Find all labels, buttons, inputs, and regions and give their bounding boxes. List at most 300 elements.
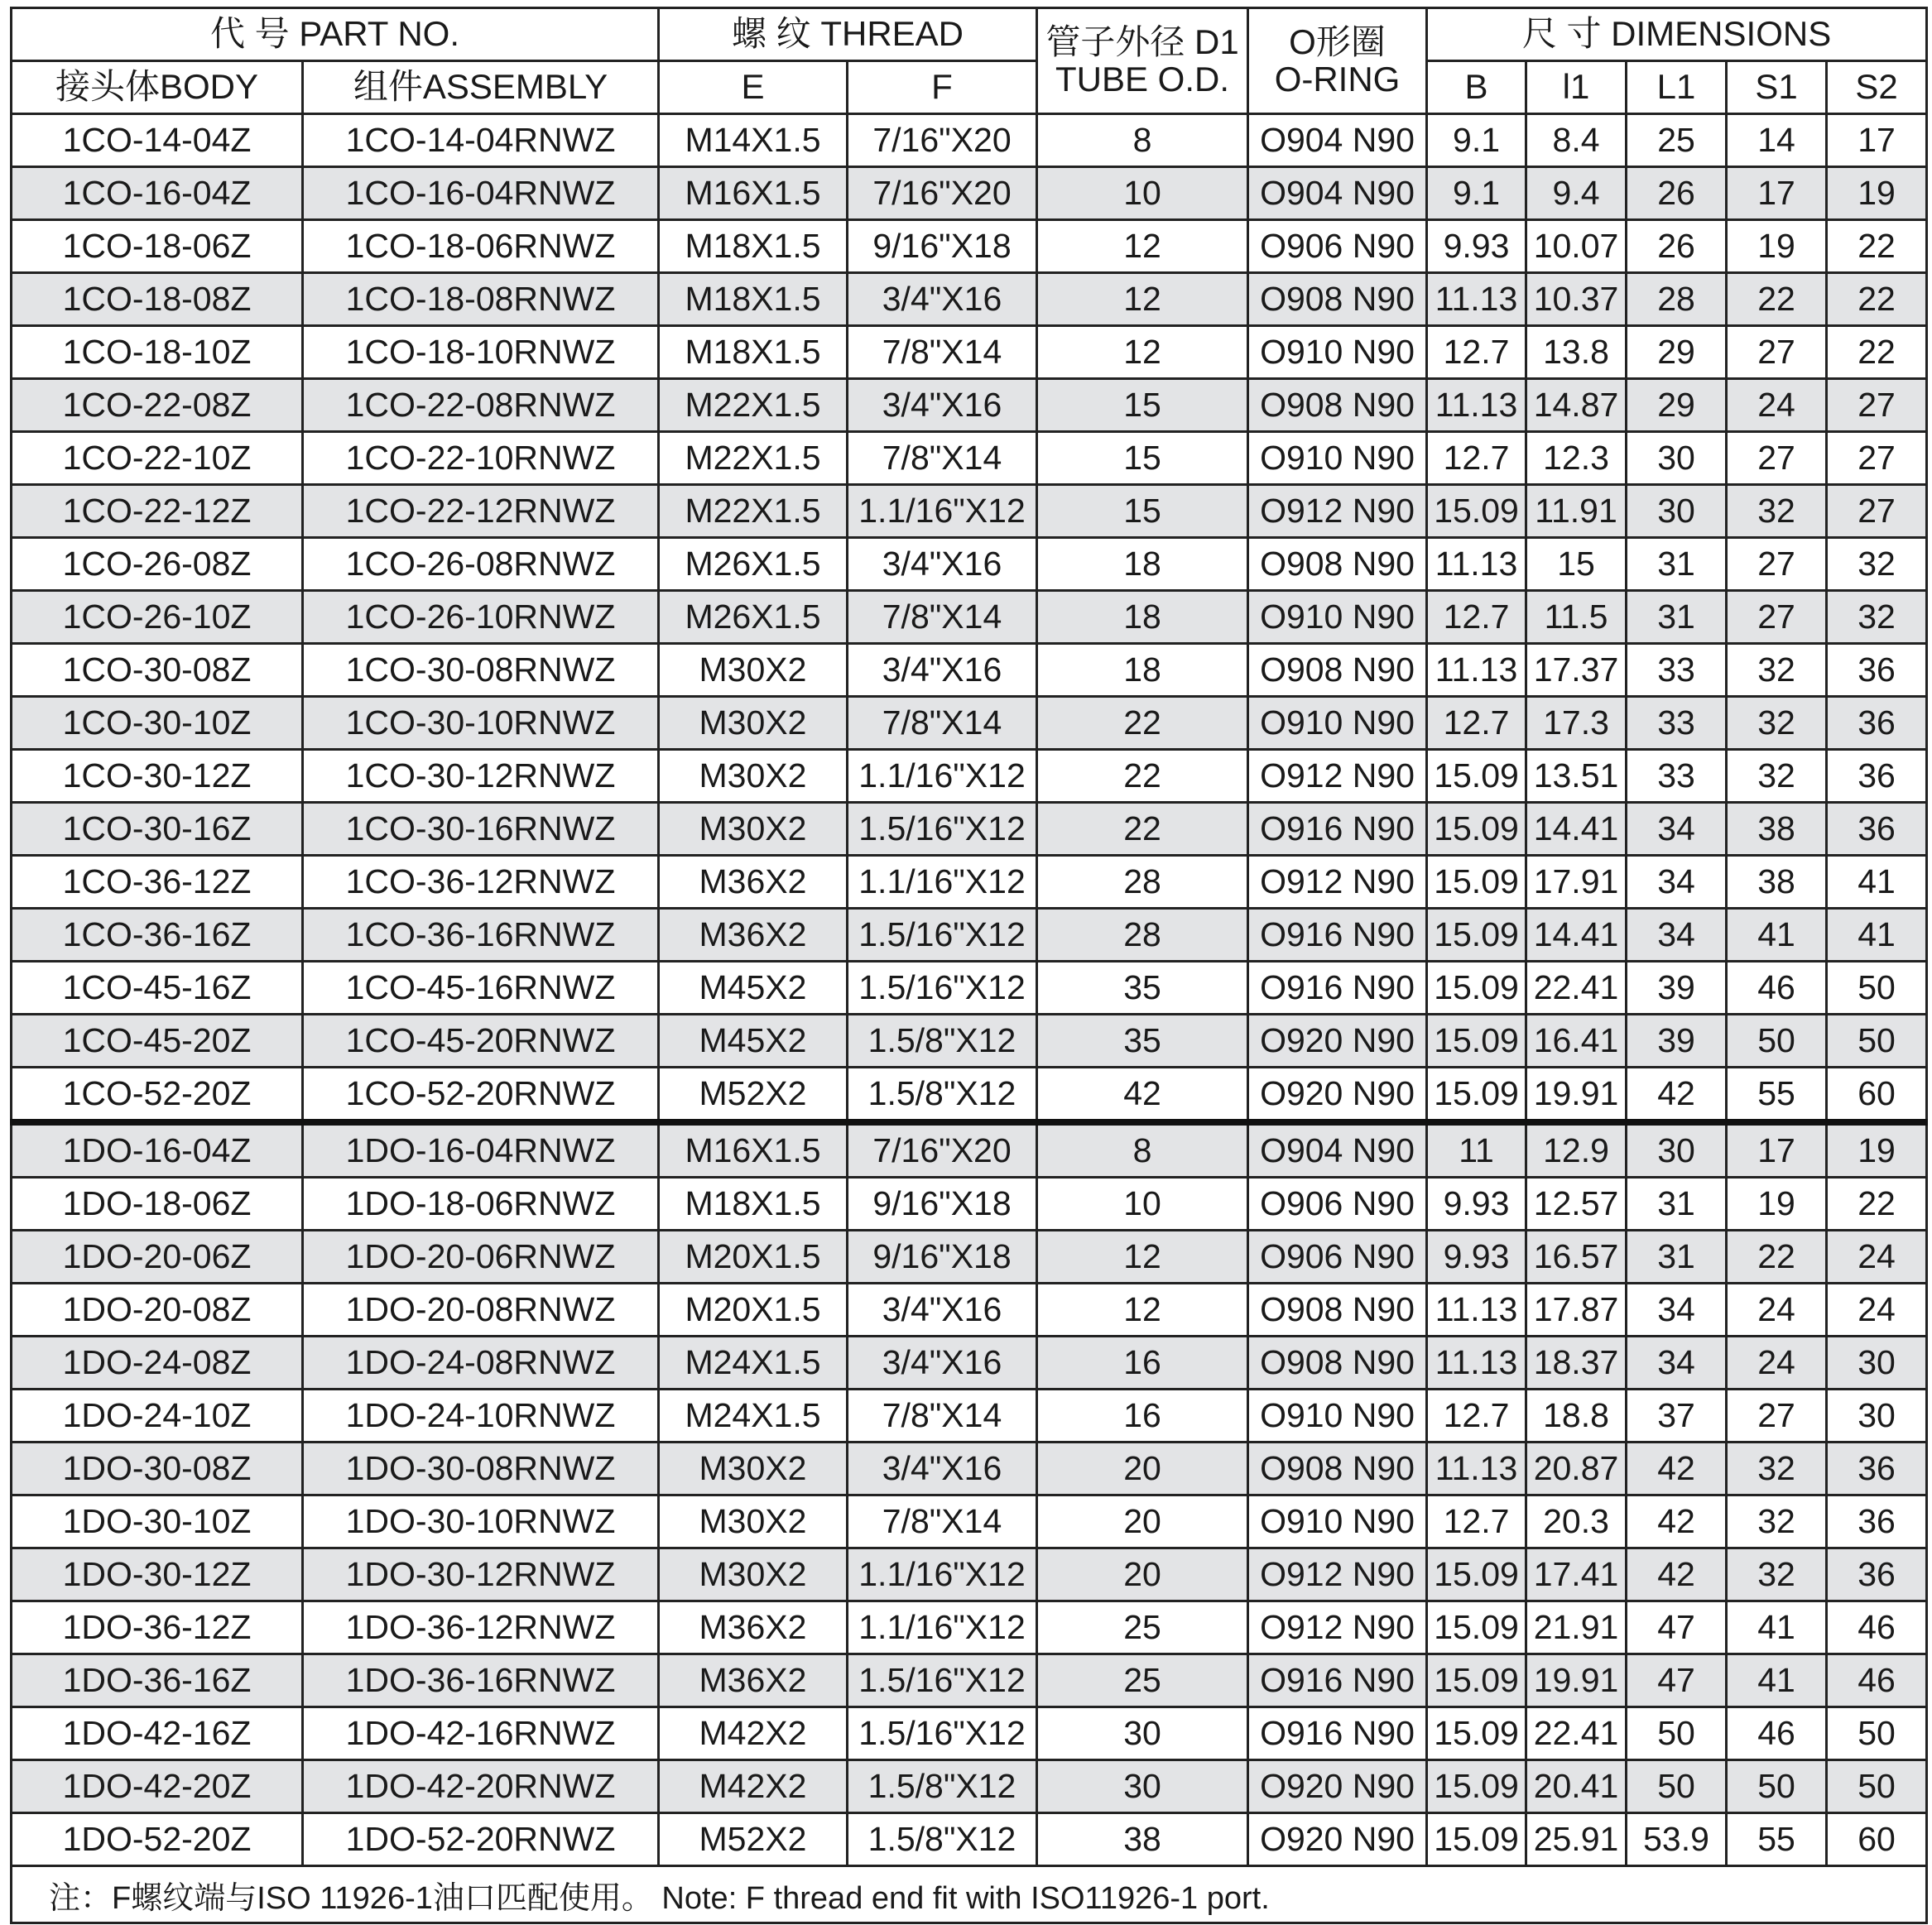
thread-f-cell: 7/8"X14 xyxy=(848,697,1037,750)
dim-b-cell: 11.13 xyxy=(1427,273,1526,326)
dim-l1-cell: 17.91 xyxy=(1526,856,1627,909)
oring-header-en: O-RING xyxy=(1274,59,1401,98)
dim-l1-cell: 16.41 xyxy=(1526,1015,1627,1068)
table-row xyxy=(12,485,1927,538)
assembly-cell: 1DO-30-12RNWZ xyxy=(303,1548,659,1601)
assembly-cell: 1CO-22-08RNWZ xyxy=(303,379,659,432)
body-cell: 1DO-30-10Z xyxy=(12,1495,303,1548)
thread-e-cell: M26X1.5 xyxy=(659,591,848,644)
dim-b-cell: 15.09 xyxy=(1427,1707,1526,1760)
dim-b-cell: 9.1 xyxy=(1427,167,1526,220)
dim-l1-cell: 22.41 xyxy=(1526,962,1627,1015)
dim-s1-cell: 32 xyxy=(1727,1548,1827,1601)
thread-f-cell: 1.5/16"X12 xyxy=(848,1654,1037,1707)
table-row xyxy=(12,1337,1927,1390)
oring-cell: O910 N90 xyxy=(1248,326,1427,379)
dim-l1-cell: 20.87 xyxy=(1526,1443,1627,1495)
body-cell: 1DO-42-16Z xyxy=(12,1707,303,1760)
tube-od-cell: 8 xyxy=(1037,1122,1248,1178)
dim-s1-cell: 38 xyxy=(1727,856,1827,909)
tube-od-cell: 20 xyxy=(1037,1495,1248,1548)
table-row xyxy=(12,1654,1927,1707)
oring-cell: O910 N90 xyxy=(1248,697,1427,750)
tube-od-cell: 25 xyxy=(1037,1601,1248,1654)
assembly-cell: 1CO-30-16RNWZ xyxy=(303,803,659,856)
body-cell: 1CO-45-20Z xyxy=(12,1015,303,1068)
oring-cell: O920 N90 xyxy=(1248,1015,1427,1068)
body-cell: 1DO-36-16Z xyxy=(12,1654,303,1707)
dim-L1-cell: 50 xyxy=(1627,1707,1727,1760)
dim-s2-cell: 22 xyxy=(1827,326,1927,379)
oring-cell: O908 N90 xyxy=(1248,644,1427,697)
table-row xyxy=(12,538,1927,591)
tube-od-cell: 16 xyxy=(1037,1390,1248,1443)
dim-L1-cell: 31 xyxy=(1627,538,1727,591)
dim-s2-cell: 27 xyxy=(1827,432,1927,485)
oring-cell: O920 N90 xyxy=(1248,1760,1427,1813)
oring-cell: O904 N90 xyxy=(1248,167,1427,220)
assembly-cell: 1DO-42-20RNWZ xyxy=(303,1760,659,1813)
dim-s2-cell: 50 xyxy=(1827,1015,1927,1068)
body-cell: 1DO-30-08Z xyxy=(12,1443,303,1495)
dim-L1-cell: 33 xyxy=(1627,697,1727,750)
oring-cell: O912 N90 xyxy=(1248,750,1427,803)
tube-od-cell: 20 xyxy=(1037,1548,1248,1601)
dim-s1-cell: 32 xyxy=(1727,485,1827,538)
dim-L1-cell: 26 xyxy=(1627,167,1727,220)
tube-od-cell: 22 xyxy=(1037,803,1248,856)
dim-b-cell: 15.09 xyxy=(1427,1548,1526,1601)
dim-l1-cell: 13.51 xyxy=(1526,750,1627,803)
body-cell: 1DO-24-10Z xyxy=(12,1390,303,1443)
oring-cell: O908 N90 xyxy=(1248,273,1427,326)
table-row xyxy=(12,591,1927,644)
dim-b-cell: 12.7 xyxy=(1427,591,1526,644)
thread-e-cell: M24X1.5 xyxy=(659,1390,848,1443)
dim-l1-cell: 13.8 xyxy=(1526,326,1627,379)
dim-L1-cell: 53.9 xyxy=(1627,1813,1727,1866)
assembly-cell: 1DO-20-08RNWZ xyxy=(303,1284,659,1337)
assembly-cell: 1CO-18-10RNWZ xyxy=(303,326,659,379)
dim-b-cell: 9.93 xyxy=(1427,220,1526,273)
oring-cell: O912 N90 xyxy=(1248,1548,1427,1601)
table-row xyxy=(12,1548,1927,1601)
dim-l1-cell: 18.8 xyxy=(1526,1390,1627,1443)
dim-l1-cell: 14.87 xyxy=(1526,379,1627,432)
dim-L1-cell: 47 xyxy=(1627,1654,1727,1707)
thread-e-cell: M36X2 xyxy=(659,1654,848,1707)
body-cell: 1DO-18-06Z xyxy=(12,1178,303,1231)
thread-e-cell: M52X2 xyxy=(659,1813,848,1866)
assembly-cell: 1DO-36-16RNWZ xyxy=(303,1654,659,1707)
thread-f-cell: 9/16"X18 xyxy=(848,1178,1037,1231)
dim-s1-cell: 27 xyxy=(1727,538,1827,591)
dim-L1-cell: 26 xyxy=(1627,220,1727,273)
dim-l1-cell: 19.91 xyxy=(1526,1068,1627,1123)
dim-l1-cell: 17.87 xyxy=(1526,1284,1627,1337)
assembly-cell: 1CO-26-08RNWZ xyxy=(303,538,659,591)
tube-od-header xyxy=(1037,8,1248,114)
assembly-cell: 1CO-18-08RNWZ xyxy=(303,273,659,326)
oring-cell: O920 N90 xyxy=(1248,1068,1427,1123)
thread-e-cell: M16X1.5 xyxy=(659,1122,848,1178)
assembly-cell: 1CO-45-16RNWZ xyxy=(303,962,659,1015)
dim-s2-cell: 24 xyxy=(1827,1231,1927,1284)
assembly-cell: 1DO-30-10RNWZ xyxy=(303,1495,659,1548)
oring-cell: O908 N90 xyxy=(1248,379,1427,432)
dim-l1-cell: 12.3 xyxy=(1526,432,1627,485)
assembly-cell: 1CO-45-20RNWZ xyxy=(303,1015,659,1068)
tube-od-cell: 30 xyxy=(1037,1707,1248,1760)
dim-s1-cell: 22 xyxy=(1727,273,1827,326)
oring-cell: O912 N90 xyxy=(1248,1601,1427,1654)
dim-l1-cell: 20.3 xyxy=(1526,1495,1627,1548)
dim-s1-cell: 19 xyxy=(1727,1178,1827,1231)
thread-f-cell: 7/8"X14 xyxy=(848,326,1037,379)
dim-s1-cell: 38 xyxy=(1727,803,1827,856)
dim-s1-cell: 27 xyxy=(1727,1390,1827,1443)
dim-s1-cell: 17 xyxy=(1727,1122,1827,1178)
thread-e-cell: M36X2 xyxy=(659,1601,848,1654)
body-cell: 1CO-52-20Z xyxy=(12,1068,303,1123)
table-row xyxy=(12,114,1927,167)
dim-b-cell: 9.93 xyxy=(1427,1231,1526,1284)
dim-L1-cell: 31 xyxy=(1627,1231,1727,1284)
thread-e-cell: M18X1.5 xyxy=(659,220,848,273)
body-cell: 1CO-22-12Z xyxy=(12,485,303,538)
dim-s2-cell: 30 xyxy=(1827,1390,1927,1443)
thread-f-cell: 7/16"X20 xyxy=(848,1122,1037,1178)
table-row xyxy=(12,1760,1927,1813)
oring-cell: O916 N90 xyxy=(1248,1707,1427,1760)
thread-f-cell: 3/4"X16 xyxy=(848,644,1037,697)
dim-s1-cell: 24 xyxy=(1727,1337,1827,1390)
dim-s1-cell: 14 xyxy=(1727,114,1827,167)
dim-l1-cell: 11.91 xyxy=(1526,485,1627,538)
thread-e-cell: M45X2 xyxy=(659,962,848,1015)
dim-b-cell: 11.13 xyxy=(1427,1443,1526,1495)
header-row-2 xyxy=(12,61,1927,114)
thread-f-cell: 1.1/16"X12 xyxy=(848,1548,1037,1601)
oring-cell: O906 N90 xyxy=(1248,220,1427,273)
dim-l1-cell: 9.4 xyxy=(1526,167,1627,220)
dim-l1-cell: 20.41 xyxy=(1526,1760,1627,1813)
table-row xyxy=(12,1284,1927,1337)
assembly-cell: 1CO-36-16RNWZ xyxy=(303,909,659,962)
table-row xyxy=(12,1068,1927,1123)
thread-e-cell: M18X1.5 xyxy=(659,326,848,379)
spec-sheet xyxy=(10,7,1925,1924)
tube-od-cell: 10 xyxy=(1037,1178,1248,1231)
body-cell: 1DO-36-12Z xyxy=(12,1601,303,1654)
thread-f-header: F xyxy=(848,61,1037,114)
dim-s2-cell: 36 xyxy=(1827,750,1927,803)
dim-s2-cell: 50 xyxy=(1827,1760,1927,1813)
thread-f-cell: 7/8"X14 xyxy=(848,591,1037,644)
oring-cell: O912 N90 xyxy=(1248,485,1427,538)
assembly-cell: 1CO-30-08RNWZ xyxy=(303,644,659,697)
assembly-cell: 1CO-22-12RNWZ xyxy=(303,485,659,538)
dim-s1-cell: 32 xyxy=(1727,697,1827,750)
dim-L1-cell: 37 xyxy=(1627,1390,1727,1443)
thread-f-cell: 3/4"X16 xyxy=(848,538,1037,591)
oring-cell: O916 N90 xyxy=(1248,909,1427,962)
dim-s1-cell: 24 xyxy=(1727,379,1827,432)
oring-cell: O910 N90 xyxy=(1248,591,1427,644)
dim-s1-cell: 46 xyxy=(1727,962,1827,1015)
footnote: 注：F螺纹端与ISO 11926-1油口匹配使用。 Note: F thread end fit with ISO11926-1 port. xyxy=(12,1866,1927,1923)
dim-s2-cell: 46 xyxy=(1827,1601,1927,1654)
tube-od-cell: 12 xyxy=(1037,326,1248,379)
body-cell: 1CO-18-08Z xyxy=(12,273,303,326)
body-cell: 1CO-36-12Z xyxy=(12,856,303,909)
dim-s2-cell: 41 xyxy=(1827,856,1927,909)
dim-L1-cell: 39 xyxy=(1627,962,1727,1015)
tube-od-cell: 18 xyxy=(1037,644,1248,697)
thread-f-cell: 9/16"X18 xyxy=(848,220,1037,273)
thread-e-cell: M18X1.5 xyxy=(659,1178,848,1231)
thread-f-cell: 7/8"X14 xyxy=(848,1495,1037,1548)
thread-f-cell: 1.5/8"X12 xyxy=(848,1015,1037,1068)
dim-l1-cell: 15 xyxy=(1526,538,1627,591)
dim-b-cell: 15.09 xyxy=(1427,1601,1526,1654)
dim-b-cell: 12.7 xyxy=(1427,1390,1526,1443)
dim-l1-cell: 25.91 xyxy=(1526,1813,1627,1866)
body-cell: 1CO-26-08Z xyxy=(12,538,303,591)
body-cell: 1CO-30-08Z xyxy=(12,644,303,697)
dim-s1-cell: 50 xyxy=(1727,1015,1827,1068)
body-cell: 1CO-22-10Z xyxy=(12,432,303,485)
tube-od-cell: 35 xyxy=(1037,1015,1248,1068)
dim-L1-cell: 30 xyxy=(1627,485,1727,538)
oring-cell: O912 N90 xyxy=(1248,856,1427,909)
thread-e-cell: M30X2 xyxy=(659,750,848,803)
dim-s2-cell: 46 xyxy=(1827,1654,1927,1707)
table-row xyxy=(12,1015,1927,1068)
table-row xyxy=(12,697,1927,750)
thread-f-cell: 7/8"X14 xyxy=(848,1390,1037,1443)
assembly-cell: 1DO-16-04RNWZ xyxy=(303,1122,659,1178)
thread-e-cell: M30X2 xyxy=(659,803,848,856)
thread-e-cell: M45X2 xyxy=(659,1015,848,1068)
dim-b-cell: 12.7 xyxy=(1427,697,1526,750)
dim-l1-cell: 21.91 xyxy=(1526,1601,1627,1654)
dim-b-cell: 15.09 xyxy=(1427,1760,1526,1813)
dim-l1-cell: 12.57 xyxy=(1526,1178,1627,1231)
dim-s2-cell: 36 xyxy=(1827,1548,1927,1601)
table-row xyxy=(12,1231,1927,1284)
tube-od-cell: 12 xyxy=(1037,1231,1248,1284)
dim-b-cell: 11.13 xyxy=(1427,379,1526,432)
dim-L1-cell: 34 xyxy=(1627,909,1727,962)
table-row xyxy=(12,644,1927,697)
oring-cell: O904 N90 xyxy=(1248,114,1427,167)
dim-b-cell: 12.7 xyxy=(1427,432,1526,485)
thread-e-cell: M36X2 xyxy=(659,909,848,962)
thread-f-cell: 1.1/16"X12 xyxy=(848,485,1037,538)
table-header xyxy=(12,8,1927,114)
dim-s1-cell: 27 xyxy=(1727,591,1827,644)
tube-od-cell: 15 xyxy=(1037,485,1248,538)
tube-od-cell: 38 xyxy=(1037,1813,1248,1866)
dim-b-cell: 11.13 xyxy=(1427,1337,1526,1390)
dim-s2-cell: 27 xyxy=(1827,379,1927,432)
dim-b-cell: 11.13 xyxy=(1427,644,1526,697)
dim-b-cell: 11 xyxy=(1427,1122,1526,1178)
dim-b-cell: 9.1 xyxy=(1427,114,1526,167)
table-row xyxy=(12,909,1927,962)
dim-l1-lower-header: l1 xyxy=(1526,61,1627,114)
oring-header xyxy=(1248,8,1427,114)
thread-f-cell: 1.5/8"X12 xyxy=(848,1813,1037,1866)
dim-s2-cell: 30 xyxy=(1827,1337,1927,1390)
dim-L1-cell: 42 xyxy=(1627,1548,1727,1601)
dim-L1-cell: 28 xyxy=(1627,273,1727,326)
dim-L1-cell: 33 xyxy=(1627,750,1727,803)
assembly-cell: 1CO-14-04RNWZ xyxy=(303,114,659,167)
header-row-1 xyxy=(12,8,1927,61)
dim-s2-cell: 41 xyxy=(1827,909,1927,962)
fitting-spec-table xyxy=(10,7,1928,1924)
dim-s1-cell: 32 xyxy=(1727,1495,1827,1548)
dim-l1-cell: 14.41 xyxy=(1526,803,1627,856)
dim-l1-cell: 10.37 xyxy=(1526,273,1627,326)
oring-cell: O916 N90 xyxy=(1248,962,1427,1015)
assembly-cell: 1CO-30-12RNWZ xyxy=(303,750,659,803)
dim-b-cell: 15.09 xyxy=(1427,909,1526,962)
dim-L1-cell: 31 xyxy=(1627,1178,1727,1231)
dim-l1-cell: 14.41 xyxy=(1526,909,1627,962)
tube-od-cell: 18 xyxy=(1037,591,1248,644)
oring-cell: O910 N90 xyxy=(1248,432,1427,485)
thread-e-cell: M22X1.5 xyxy=(659,379,848,432)
thread-f-cell: 9/16"X18 xyxy=(848,1231,1037,1284)
table-row xyxy=(12,167,1927,220)
dim-s1-cell: 24 xyxy=(1727,1284,1827,1337)
table-row xyxy=(12,379,1927,432)
dim-s1-cell: 50 xyxy=(1727,1760,1827,1813)
dim-s1-cell: 19 xyxy=(1727,220,1827,273)
body-cell: 1CO-14-04Z xyxy=(12,114,303,167)
dim-L1-cell: 39 xyxy=(1627,1015,1727,1068)
dim-s2-cell: 36 xyxy=(1827,1495,1927,1548)
oring-header-cn: O形圈 xyxy=(1289,22,1386,62)
dim-b-cell: 15.09 xyxy=(1427,962,1526,1015)
dim-b-cell: 15.09 xyxy=(1427,1813,1526,1866)
body-cell: 1DO-30-12Z xyxy=(12,1548,303,1601)
dim-s1-cell: 32 xyxy=(1727,750,1827,803)
thread-f-cell: 1.1/16"X12 xyxy=(848,750,1037,803)
assembly-cell: 1CO-22-10RNWZ xyxy=(303,432,659,485)
body-cell: 1DO-16-04Z xyxy=(12,1122,303,1178)
thread-e-cell: M18X1.5 xyxy=(659,273,848,326)
tube-od-cell: 16 xyxy=(1037,1337,1248,1390)
dim-L1-cell: 25 xyxy=(1627,114,1727,167)
tube-od-cell: 28 xyxy=(1037,856,1248,909)
thread-e-cell: M14X1.5 xyxy=(659,114,848,167)
body-cell: 1CO-18-06Z xyxy=(12,220,303,273)
tube-od-cell: 30 xyxy=(1037,1760,1248,1813)
thread-e-cell: M26X1.5 xyxy=(659,538,848,591)
dim-b-cell: 15.09 xyxy=(1427,803,1526,856)
body-cell: 1CO-22-08Z xyxy=(12,379,303,432)
dim-l1-cell: 17.37 xyxy=(1526,644,1627,697)
dim-l1-cell: 10.07 xyxy=(1526,220,1627,273)
tube-od-cell: 8 xyxy=(1037,114,1248,167)
thread-f-cell: 7/16"X20 xyxy=(848,114,1037,167)
dim-s2-cell: 60 xyxy=(1827,1813,1927,1866)
dim-s1-cell: 27 xyxy=(1727,326,1827,379)
table-row xyxy=(12,1601,1927,1654)
assembly-cell: 1DO-20-06RNWZ xyxy=(303,1231,659,1284)
dim-l1-cell: 8.4 xyxy=(1526,114,1627,167)
body-cell: 1CO-18-10Z xyxy=(12,326,303,379)
dim-s2-cell: 22 xyxy=(1827,273,1927,326)
assembly-cell: 1CO-52-20RNWZ xyxy=(303,1068,659,1123)
body-cell: 1CO-30-12Z xyxy=(12,750,303,803)
oring-cell: O906 N90 xyxy=(1248,1178,1427,1231)
dim-l1-cell: 12.9 xyxy=(1526,1122,1627,1178)
dim-L1-cell: 47 xyxy=(1627,1601,1727,1654)
assembly-cell: 1DO-36-12RNWZ xyxy=(303,1601,659,1654)
footnote-row xyxy=(12,1866,1927,1923)
thread-e-cell: M30X2 xyxy=(659,1548,848,1601)
oring-cell: O908 N90 xyxy=(1248,1284,1427,1337)
assembly-cell: 1DO-30-08RNWZ xyxy=(303,1443,659,1495)
dim-L1-header: L1 xyxy=(1627,61,1727,114)
dim-s1-cell: 17 xyxy=(1727,167,1827,220)
table-row xyxy=(12,1813,1927,1866)
dim-s2-cell: 24 xyxy=(1827,1284,1927,1337)
body-cell: 1CO-26-10Z xyxy=(12,591,303,644)
table-row xyxy=(12,1122,1927,1178)
table-row xyxy=(12,803,1927,856)
dim-L1-cell: 30 xyxy=(1627,432,1727,485)
thread-f-cell: 1.5/16"X12 xyxy=(848,909,1037,962)
thread-e-cell: M24X1.5 xyxy=(659,1337,848,1390)
tube-od-cell: 18 xyxy=(1037,538,1248,591)
oring-cell: O908 N90 xyxy=(1248,538,1427,591)
dim-s2-cell: 50 xyxy=(1827,962,1927,1015)
thread-f-cell: 1.5/8"X12 xyxy=(848,1068,1037,1123)
body-cell: 1DO-42-20Z xyxy=(12,1760,303,1813)
dim-b-cell: 15.09 xyxy=(1427,856,1526,909)
table-row xyxy=(12,750,1927,803)
body-cell: 1CO-30-10Z xyxy=(12,697,303,750)
tube-od-cell: 12 xyxy=(1037,273,1248,326)
tube-od-cell: 15 xyxy=(1037,379,1248,432)
dim-l1-cell: 17.41 xyxy=(1526,1548,1627,1601)
dim-b-header: B xyxy=(1427,61,1526,114)
thread-e-cell: M42X2 xyxy=(659,1707,848,1760)
dim-l1-cell: 11.5 xyxy=(1526,591,1627,644)
dim-L1-cell: 42 xyxy=(1627,1495,1727,1548)
dim-s1-cell: 22 xyxy=(1727,1231,1827,1284)
dim-L1-cell: 29 xyxy=(1627,326,1727,379)
thread-e-cell: M22X1.5 xyxy=(659,432,848,485)
dim-L1-cell: 34 xyxy=(1627,1284,1727,1337)
oring-cell: O908 N90 xyxy=(1248,1337,1427,1390)
oring-cell: O908 N90 xyxy=(1248,1443,1427,1495)
tube-od-cell: 42 xyxy=(1037,1068,1248,1123)
dim-b-cell: 15.09 xyxy=(1427,750,1526,803)
oring-cell: O904 N90 xyxy=(1248,1122,1427,1178)
thread-f-cell: 1.5/16"X12 xyxy=(848,803,1037,856)
dim-b-cell: 12.7 xyxy=(1427,1495,1526,1548)
table-row xyxy=(12,1495,1927,1548)
dim-s1-cell: 55 xyxy=(1727,1068,1827,1123)
table-row xyxy=(12,432,1927,485)
